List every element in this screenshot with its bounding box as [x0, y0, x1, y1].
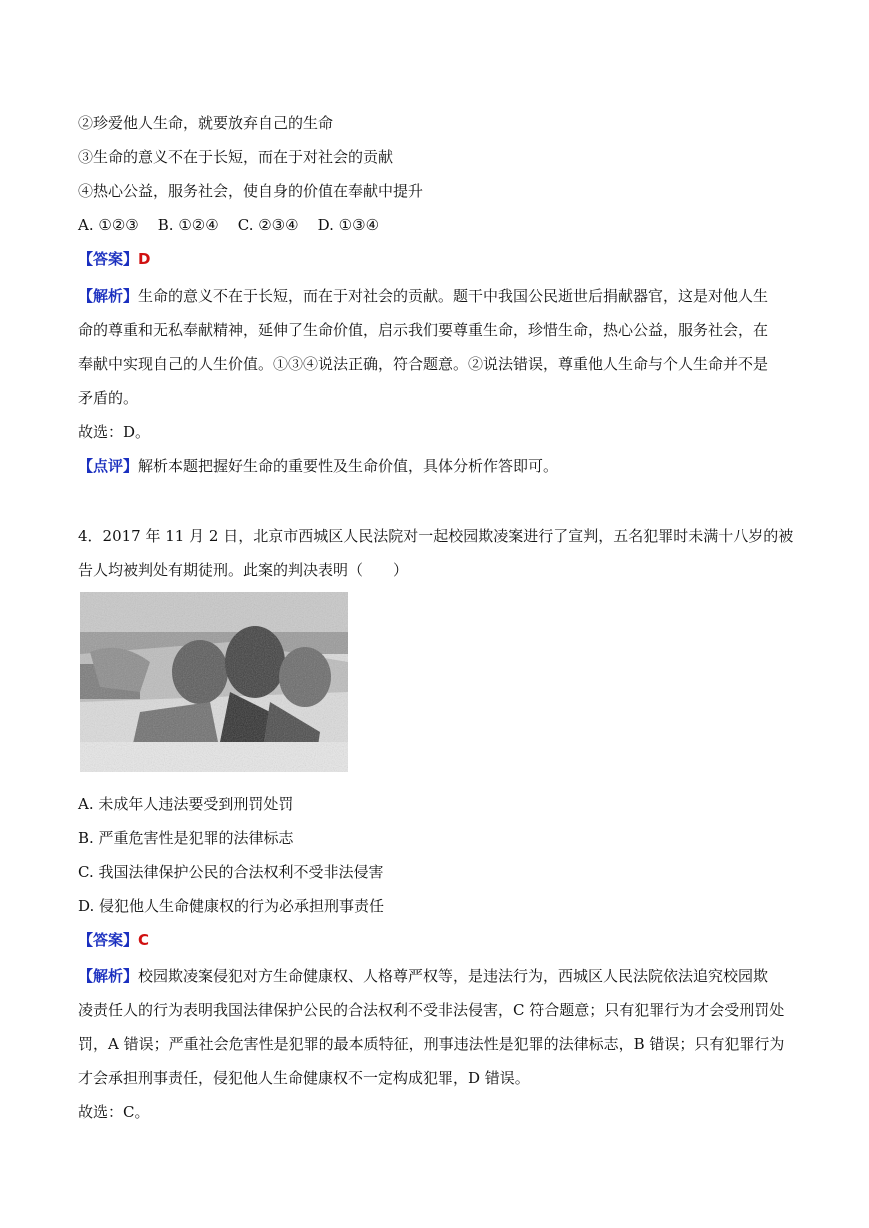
- q4-analysis-line-1: [78, 966, 768, 986]
- q3-analysis-line-2: 命的尊重和无私奉献精神，延伸了生命价值，启示我们要尊重生命，珍惜生命，热心公益，服务社会，在: [78, 321, 769, 339]
- q3-select: 故选：D。: [78, 423, 151, 441]
- answer-tag: 【答案】: [78, 931, 139, 949]
- q4-option-a: A. 未成年人违法要受到刑罚处罚: [78, 795, 294, 813]
- q3-analysis-line-4: 矛盾的。: [78, 389, 139, 407]
- q4-analysis-line-2: 凌责任人的行为表明我国法律保护公民的合法权利不受非法侵害，C 符合题意；只有犯罪行为才会受刑罚处: [78, 1001, 785, 1019]
- comment-text: 解析本题把握好生命的重要性及生命价值，具体分析作答即可。: [138, 457, 559, 475]
- answer-tag: 【答案】: [78, 250, 139, 268]
- q4-stem-line-2: 告人均被判处有期徒刑。此案的判决表明（ ）: [78, 561, 409, 579]
- analysis-tag: 【解析】: [78, 967, 139, 985]
- q4-option-b: B. 严重危害性是犯罪的法律标志: [78, 829, 294, 847]
- q4-answer: [78, 930, 149, 950]
- analysis-text: 校园欺凌案侵犯对方生命健康权、人格尊严权等，是违法行为，西城区人民法院依法追究校园欺: [138, 967, 769, 985]
- q4-option-d: D. 侵犯他人生命健康权的行为必承担刑事责任: [78, 897, 385, 915]
- answer-value: D: [138, 250, 151, 268]
- analysis-tag: 【解析】: [78, 287, 139, 305]
- q3-option-4: ④热心公益，服务社会，使自身的价值在奉献中提升: [78, 182, 424, 200]
- courtroom-photo: [80, 592, 348, 772]
- comment-tag: 【点评】: [78, 457, 139, 475]
- q4-stem-line-1: 4．2017 年 11 月 2 日，北京市西城区人民法院对一起校园欺凌案进行了宣判，五名犯罪时未满十八岁的被: [78, 527, 794, 545]
- answer-value: C: [138, 931, 150, 949]
- q4-option-c: C. 我国法律保护公民的合法权利不受非法侵害: [78, 863, 384, 881]
- q3-answer: [78, 249, 150, 269]
- q3-option-2: ②珍爱他人生命，就要放弃自己的生命: [78, 114, 334, 132]
- q4-select: 故选：C。: [78, 1103, 150, 1121]
- q3-option-3: ③生命的意义不在于长短，而在于对社会的贡献: [78, 148, 394, 166]
- q3-choices: A. ①②③ B. ①②④ C. ②③④ D. ①③④: [78, 216, 380, 234]
- q3-analysis-line-1: [78, 286, 768, 306]
- q3-analysis-line-3: 奉献中实现自己的人生价值。①③④说法正确，符合题意。②说法错误，尊重他人生命与个人生命并不是: [78, 355, 769, 373]
- analysis-text: 生命的意义不在于长短，而在于对社会的贡献。题干中我国公民逝世后捐献器官，这是对他人生: [138, 287, 769, 305]
- q4-analysis-line-4: 才会承担刑事责任，侵犯他人生命健康权不一定构成犯罪，D 错误。: [78, 1069, 530, 1087]
- q4-analysis-line-3: 罚，A 错误；严重社会危害性是犯罪的最本质特征，刑事违法性是犯罪的法律标志，B 错误；只有犯罪行为: [78, 1035, 785, 1053]
- q3-comment: [78, 456, 558, 476]
